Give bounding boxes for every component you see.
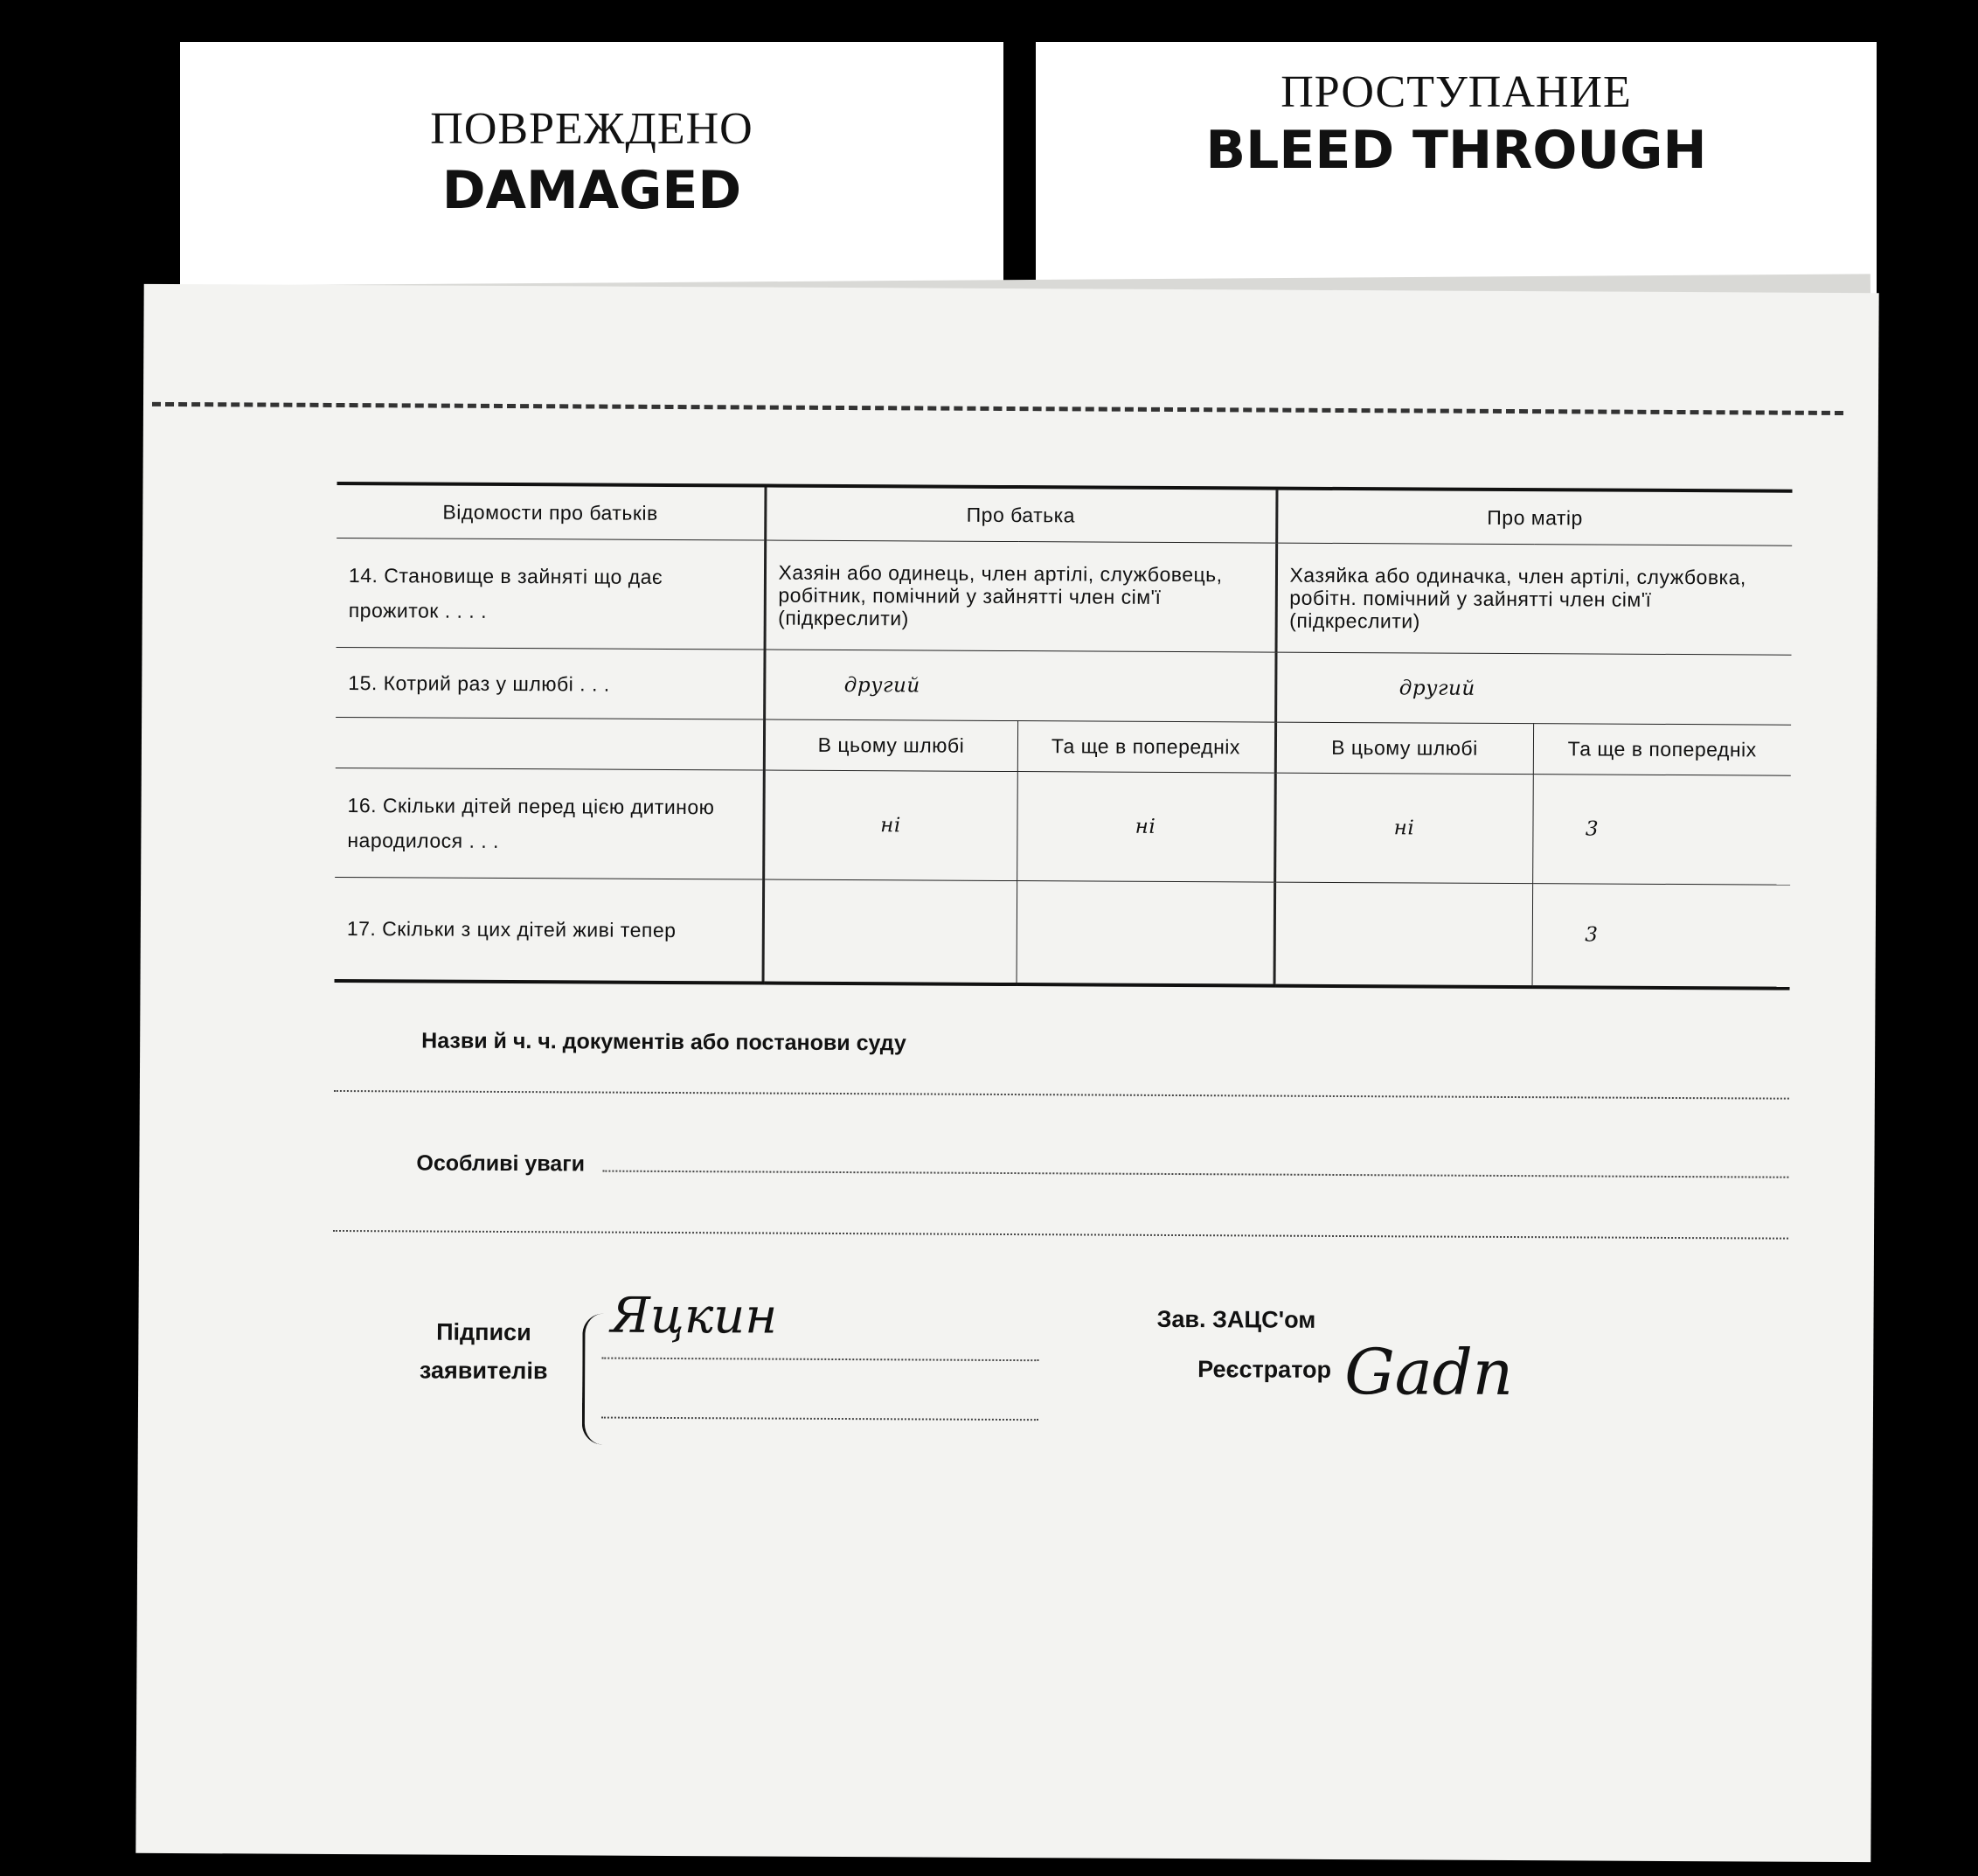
notes-line-1: [602, 1171, 1788, 1178]
notes-line-2: [333, 1230, 1788, 1240]
row-16-label: 16. Скільки дітей перед цією дитиною народилося . . .: [335, 768, 764, 879]
row-17-mother-this: [1274, 882, 1533, 987]
applicants-label: Підписи заявителів: [419, 1318, 548, 1385]
row-16-mother-this: ні: [1274, 773, 1533, 884]
row-14-mother: Хазяйка або одиначка, член артілі, службовка, робітн. помічний у зайнятті член сім'ї (підкреслити): [1276, 543, 1793, 655]
row-16-father-prev: ні: [1017, 772, 1275, 883]
document-sheet: [135, 284, 1878, 1862]
subheader-father-this: В цьому шлюбі: [764, 719, 1017, 772]
table-row-14: [337, 538, 1793, 655]
damaged-tag-ua: ПОВРЕЖДЕНО: [430, 104, 753, 154]
row-16-father-this: ні: [763, 770, 1017, 881]
row-16-mother-prev: 3: [1532, 775, 1791, 886]
row-17-label: 17. Скільки з цих дітей живі тепер: [335, 877, 764, 983]
perforation-line: [152, 402, 1843, 415]
row-15-mother: другий: [1275, 652, 1791, 725]
registrar-signature: Gadn: [1343, 1335, 1514, 1410]
applicant-signature: Яцкин: [610, 1287, 778, 1345]
subheader-father-prev: Та ще в попередніх: [1017, 721, 1275, 774]
header-parents-info: Відомости про батьків: [337, 483, 765, 540]
bleed-through-tag-ua: ПРОСТУПАНИЕ: [1280, 67, 1632, 117]
table-row-15: [336, 647, 1791, 725]
table-row-17: [335, 877, 1791, 988]
table-subheader-row: [336, 717, 1791, 775]
table-row-16: [335, 768, 1791, 885]
applicant-sign-line-2: [601, 1417, 1038, 1421]
damaged-tag: [180, 42, 1003, 295]
notes-label: Особливі уваги: [416, 1150, 586, 1177]
header-mother: Про матір: [1276, 489, 1792, 546]
subheader-blank: [336, 717, 764, 770]
header-father: Про батька: [765, 486, 1276, 544]
row-17-father-this: [763, 879, 1017, 984]
row-14-father: Хазяін або одинець, член артілі, службовець, робітник, помічний у зайнятті член сім'ї (підкреслити): [765, 540, 1277, 652]
row-15-father: другий: [764, 650, 1275, 722]
subheader-mother-prev: Та ще в попередніх: [1533, 724, 1791, 776]
applicants-brace: [582, 1313, 607, 1444]
notes-row: [333, 1150, 1788, 1184]
notes-field: [333, 1150, 1788, 1240]
row-14-label: 14. Становище в зайняті що дає прожиток . . . .: [337, 538, 766, 650]
damaged-tag-en: DAMAGED: [441, 160, 742, 221]
signatures-block: [392, 1287, 1660, 1476]
row-17-father-prev: [1017, 881, 1275, 986]
bleed-through-tag-en: BLEED THROUGH: [1205, 120, 1707, 181]
row-17-mother-prev: 3: [1532, 884, 1791, 989]
documents-field: [334, 1028, 1789, 1100]
zags-head-label: Зав. ЗАЦС'ом: [1156, 1305, 1316, 1333]
parents-table-wrap: [335, 482, 1793, 990]
row-15-label: 15. Котрий раз у шлюбі . . .: [336, 647, 764, 719]
applicant-sign-line-1: [601, 1358, 1038, 1362]
parents-table: [335, 482, 1793, 990]
subheader-mother-this: В цьому шлюбі: [1275, 722, 1533, 775]
bleed-through-tag: [1036, 42, 1877, 295]
table-header-row: [337, 483, 1792, 545]
documents-label: Назви й ч. ч. документів або постанови суду: [421, 1028, 906, 1056]
registrar-label: Реєстратор: [1197, 1356, 1332, 1383]
documents-line: [334, 1090, 1789, 1100]
